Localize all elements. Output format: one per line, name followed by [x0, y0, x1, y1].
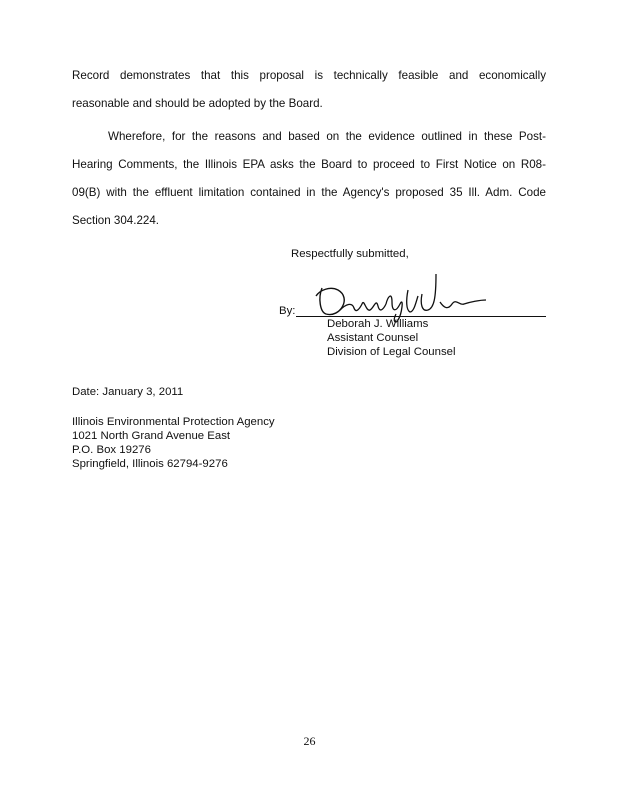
paragraph-2-line-4: Section 304.224.	[72, 214, 160, 227]
address-agency: Illinois Environmental Protection Agency	[72, 416, 275, 428]
address-street: 1021 North Grand Avenue East	[72, 430, 231, 442]
signer-name: Deborah J. Williams	[327, 318, 429, 330]
paragraph-1-line-1: Record demonstrates that this proposal is technically feasible and economically	[72, 69, 546, 82]
paragraph-1-line-2: reasonable and should be adopted by the Board.	[72, 97, 323, 110]
address-city: Springfield, Illinois 62794-9276	[72, 458, 228, 470]
page-number: 26	[303, 734, 316, 748]
paragraph-2-line-2: Hearing Comments, the Illinois EPA asks the Board to proceed to First Notice on R08-	[72, 158, 546, 171]
document-date: Date: January 3, 2011	[72, 386, 184, 398]
address-po-box: P.O. Box 19276	[72, 444, 151, 456]
by-label: By:	[279, 305, 296, 317]
paragraph-2-line-3: 09(B) with the effluent limitation contained in the Agency's proposed 35 Ill. Adm. Code	[72, 186, 546, 199]
signer-title: Assistant Counsel	[327, 332, 419, 344]
paragraph-2-line-1: Wherefore, for the reasons and based on the evidence outlined in these Post-	[108, 130, 546, 143]
signer-division: Division of Legal Counsel	[327, 346, 456, 358]
closing-text: Respectfully submitted,	[291, 248, 409, 260]
